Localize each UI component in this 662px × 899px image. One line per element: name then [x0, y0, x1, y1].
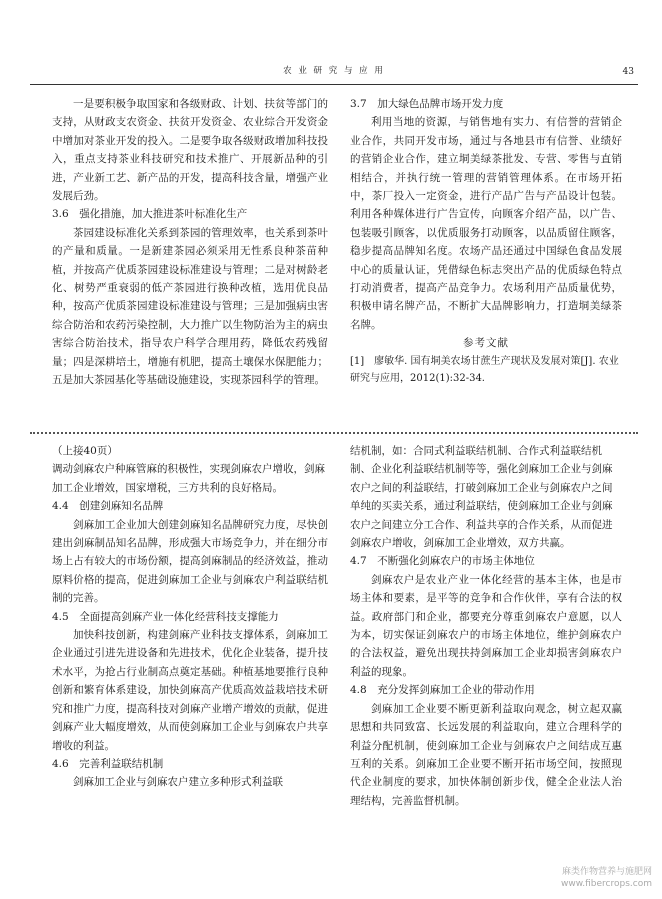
paragraph: 剑麻加工企业与剑麻农户建立多种形式利益联: [73, 776, 283, 789]
references-list: [350, 353, 622, 387]
article-column-bottom-right: [350, 442, 622, 810]
journal-title: 农 业 研 究 与 应 用: [283, 66, 385, 76]
paragraph: 利用当地的资源，与销售地有实力、有信誉的营销企业合作，共同开发市场，通过与各地县市有信誉、业绩好的营销企业合作，建立垌美绿茶批发、专营、零售与直销相结合，并执行统一管理的营销管理体系。在市场开拓中，茶厂投入一定资金，进行产品广告与产品设计包装。利用各种媒体进行广告宣传，向顾客介绍产品，以广告、包装吸引顾客，以优质服务打动顾客，以品质留住顾客，稳步提高品牌知名度。农场产品还通过中国绿色食品发展中心的质量认证，凭借绿色标志突出产品的优质绿色特点打动消费者，提高产品竞争力。农场利用产品质量优势，积极申请名牌产品，不断扩大品牌影响力，打造垌美绿茶名牌。: [350, 116, 622, 331]
page-number: 43: [622, 67, 634, 77]
section-heading: 4.4 创建剑麻知名品牌: [52, 500, 164, 513]
continued-text: 结机制，如：合同式利益联结机制、合作式利益联结机制、企业化利益联结机制等等，强化剑麻加工企业与剑麻农户之间的利益联结，打破剑麻加工企业与剑麻农户之间单纯的买卖关系，通过利益联结，使剑麻加工企业与剑麻农户之间建立分工合作、利益共享的合作关系，从而促进剑麻农户增收，剑麻加工企业增效，双方共赢。: [350, 445, 613, 550]
article-column-top-right: [350, 95, 622, 387]
top-right-body: [350, 95, 622, 334]
watermark-line-1: 麻类作物营养与施肥网: [561, 867, 652, 877]
watermark-line-2: www.fibercrops.com: [561, 879, 652, 889]
section-divider: [30, 432, 638, 434]
paragraph: 茶园建设标准化关系到茶园的管理效率，也关系到茶叶的产量和质量。一是新建茶园必须采用无性系良种茶苗种植，并按高产优质茶园建设标准建设与管理；二是对树龄老化、树势严重衰弱的低产茶园进行换种改植，选用优良品种，按高产优质茶园建设标准建设与管理；三是加强病虫害综合防治和农药污染控制，大力推广以生物防治为主的病虫害综合防治技术，指导农户科学合理用药，降低农药残留量；四是深耕培土，增施有机肥，提高土壤保水保肥能力；五是加大茶园基化等基础设施建设，实现茶园科学的管理。: [52, 226, 328, 387]
section-heading: 4.6 完善利益联结机制: [52, 757, 164, 770]
paragraph: 剑麻农户是农业产业一体化经营的基本主体，也是市场主体和要素，是平等的竞争和合作伙伴，享有合法的权益。政府部门和企业，都要充分尊重剑麻农户意愿，以人为本，切实保证剑麻农户的市场主体地位，维护剑麻农户的合法权益，避免出现扶持剑麻加工企业却损害剑麻农户利益的现象。: [350, 573, 622, 678]
continued-text: （上接40页）: [52, 445, 118, 457]
paragraph: 剑麻加工企业要不断更新利益取向观念，树立起双赢思想和共同致富、长远发展的利益取向，建立合理科学的利益分配机制，使剑麻加工企业与剑麻农户之间结成互惠互利的关系。剑麻加工企业要不断开拓市场空间，按照现代企业制度的要求，加快体制创新步伐，健全企业法人治理结构，完善监督机制。: [350, 702, 622, 807]
section-heading: 4.7 不断强化剑麻农户的市场主体地位: [350, 555, 535, 568]
section-heading: 4.5 全面提高剑麻产业一体化经营科技支撑能力: [52, 610, 279, 623]
references-heading: 参考文献: [463, 337, 509, 350]
section-heading: 3.7 加大绿色品牌市场开发力度: [350, 98, 504, 110]
section-heading: 3.6 强化措施，加大推进茶叶标准化生产: [52, 208, 248, 221]
article-column-bottom-left: [52, 442, 328, 792]
site-watermark: [561, 866, 652, 890]
continued-text: 调动剑麻农户种麻管麻的积极性，实现剑麻农户增收，剑麻加工企业增效，国家增税，三方共利的良好格局。: [52, 463, 325, 494]
page-header: [30, 58, 638, 85]
reference-item: [1] 廖敏华. 国有垌美农场甘蔗生产现状及发展对策[J]. 农业研究与应用，2012(1):32-34.: [350, 355, 619, 384]
article-column-top-left: [52, 95, 328, 390]
paragraph: 剑麻加工企业加大创建剑麻知名品牌研究力度，尽快创建出剑麻制品知名品牌，形成强大市场竞争力，并在细分市场上占有较大的市场份额，提高剑麻制品的经济效益，推动原料价格的提高，促进剑麻加工企业与剑麻农户利益联结机制的完善。: [52, 518, 328, 605]
paragraph: 一是要积极争取国家和各级财政、计划、扶贫等部门的支持，从财政支农资金、扶贫开发资金、农业综合开发资金中增加对茶业开发的投入。二是要争取各级财政增加科技投入，重点支持茶业科技研究和技术推广、开展新品种的引进，产业新工艺、新产品的开发，提高科技含量，增强产业发展后劲。: [52, 98, 328, 203]
section-heading: 4.8 充分发挥剑麻加工企业的带动作用: [350, 684, 535, 697]
paragraph: 加快科技创新，构建剑麻产业科技支撑体系，剑麻加工企业通过引进先进设备和先进技术，优化企业装备，提升技术水平，为抢占行业制高点奠定基础。种植基地要推行良种创新和繁育体系建设，加快剑麻高产优质高效益栽培技术研究和推广力度，提高科技对剑麻产业增产增效的贡献，促进剑麻产业大幅度增效，从而使剑麻加工企业与剑麻农户共享增收的利益。: [52, 629, 328, 752]
